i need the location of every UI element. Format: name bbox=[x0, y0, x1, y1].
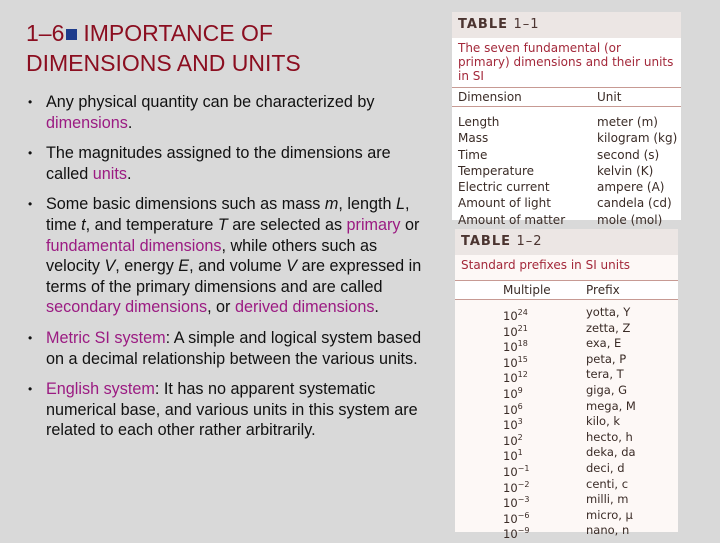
table-row bbox=[455, 383, 678, 399]
column-header-prefix: Prefix bbox=[586, 283, 620, 297]
table-row bbox=[455, 321, 678, 337]
highlighted-term: fundamental dimensions bbox=[46, 236, 222, 255]
multiple-exponent: 24 bbox=[517, 308, 528, 317]
square-bullet-icon bbox=[66, 29, 77, 40]
table-row bbox=[452, 130, 681, 146]
multiple-base: 10 bbox=[503, 355, 518, 370]
multiple-base: 10 bbox=[503, 417, 518, 432]
table-row bbox=[455, 305, 678, 321]
table-1-label: TABLE bbox=[458, 17, 508, 32]
prefix-cell: nano, n bbox=[586, 523, 630, 538]
bullet-text: . bbox=[127, 164, 132, 183]
multiple-exponent: 12 bbox=[517, 370, 528, 380]
dimension-cell: Length bbox=[458, 115, 500, 129]
table-2-header bbox=[455, 229, 678, 255]
prefix-cell: zetta, Z bbox=[586, 320, 631, 335]
unit-cell: candela (cd) bbox=[597, 196, 672, 211]
table-1-column-headers bbox=[452, 87, 681, 107]
bullet-text: , and volume bbox=[189, 257, 287, 276]
multiple-base: 10 bbox=[503, 371, 518, 386]
multiple-exponent: −9 bbox=[517, 526, 530, 536]
bullet-text: L bbox=[396, 195, 406, 214]
multiple-exponent: 21 bbox=[517, 323, 528, 333]
prefix-cell: micro, μ bbox=[586, 507, 633, 522]
prefix-cell: yotta, Y bbox=[586, 305, 631, 319]
bullet-text: , energy bbox=[115, 257, 179, 276]
bullet-item bbox=[26, 143, 426, 184]
table-2-caption: Standard prefixes in SI units bbox=[461, 258, 631, 272]
multiple-base: 10 bbox=[503, 308, 518, 323]
multiple-base: 10 bbox=[503, 433, 518, 448]
prefix-cell: exa, E bbox=[586, 336, 622, 351]
bullet-item bbox=[26, 328, 426, 369]
highlighted-term: English system bbox=[46, 380, 155, 399]
unit-cell: kilogram (kg) bbox=[597, 131, 678, 146]
table-2-column-headers bbox=[455, 280, 678, 300]
multiple-exponent: −1 bbox=[517, 463, 530, 473]
unit-cell: ampere (A) bbox=[597, 180, 665, 195]
multiple-exponent: 15 bbox=[517, 354, 528, 364]
highlighted-term: derived dimensions bbox=[234, 298, 375, 317]
multiple-base: 10 bbox=[503, 340, 518, 355]
bullet-text: are expressed in terms of the primary dimensions and are called bbox=[46, 257, 422, 296]
bullet-dot-icon: • bbox=[28, 95, 33, 109]
bullet-text: , time bbox=[46, 195, 410, 234]
bullet-text: : It has no apparent systematic numerical base, and various units in this system are related to each other rather arbitrarily. bbox=[46, 380, 418, 440]
table-si-prefixes bbox=[455, 229, 678, 542]
bullet-dot-icon: • bbox=[28, 382, 33, 397]
multiple-exponent: 3 bbox=[517, 417, 523, 427]
unit-cell: mole (mol) bbox=[597, 212, 663, 227]
table-row bbox=[455, 445, 678, 464]
dimension-cell: Mass bbox=[458, 131, 489, 146]
bullet-item bbox=[26, 92, 426, 133]
table-row bbox=[455, 508, 678, 524]
prefix-cell: tera, T bbox=[586, 367, 624, 382]
bullet-text: T bbox=[217, 215, 228, 234]
prefix-cell: peta, P bbox=[586, 351, 627, 366]
slide-title bbox=[26, 18, 426, 78]
dimension-cell: Temperature bbox=[458, 163, 535, 178]
bullet-text: . bbox=[374, 298, 379, 317]
multiple-base: 10 bbox=[503, 324, 518, 339]
bullet-text: , length bbox=[338, 195, 396, 214]
section-number: 1–6 bbox=[26, 20, 65, 46]
bullet-list bbox=[26, 92, 426, 451]
bullet-item bbox=[26, 194, 426, 318]
unit-cell: kelvin (K) bbox=[597, 163, 654, 178]
bullet-dot-icon: • bbox=[28, 197, 33, 212]
table-row bbox=[455, 367, 678, 386]
table-row bbox=[452, 114, 681, 130]
multiple-exponent: 1 bbox=[517, 448, 523, 458]
prefix-cell: deka, da bbox=[586, 445, 636, 460]
multiple-base: 10 bbox=[503, 386, 518, 401]
bullet-text: are selected as bbox=[227, 215, 347, 234]
bullet-text: , and temperature bbox=[85, 215, 218, 234]
table-row bbox=[455, 399, 678, 415]
table-row bbox=[452, 195, 681, 211]
table-row bbox=[455, 523, 678, 542]
bullet-text: V bbox=[286, 257, 298, 276]
bullet-text: , or bbox=[207, 298, 235, 317]
table-row bbox=[455, 414, 678, 430]
prefix-cell: deci, d bbox=[586, 460, 625, 475]
table-1-body bbox=[452, 107, 681, 228]
table-fundamental-dimensions bbox=[452, 12, 681, 227]
table-2-number: 1–2 bbox=[516, 234, 543, 249]
multiple-exponent: 2 bbox=[517, 432, 523, 442]
multiple-exponent: 6 bbox=[517, 401, 523, 411]
multiple-base: 10 bbox=[503, 511, 518, 526]
bullet-text: m bbox=[324, 195, 339, 214]
prefix-cell: mega, M bbox=[586, 398, 636, 413]
prefix-cell: centi, c bbox=[586, 476, 629, 491]
prefix-cell: milli, m bbox=[586, 492, 629, 507]
table-row bbox=[455, 430, 678, 446]
multiple-exponent: −6 bbox=[517, 510, 530, 520]
title-line-2: DIMENSIONS AND UNITS bbox=[26, 50, 301, 76]
bullet-text: or bbox=[400, 215, 420, 234]
table-1-caption: The seven fundamental (or primary) dimensions and their units in SI bbox=[458, 41, 674, 83]
bullet-dot-icon: • bbox=[28, 146, 33, 161]
bullet-text: The magnitudes assigned to the dimensions are called bbox=[46, 144, 391, 183]
table-2-body bbox=[455, 300, 678, 542]
title-line-1: IMPORTANCE OF bbox=[83, 20, 273, 46]
bullet-text: Any physical quantity can be characterized by bbox=[46, 93, 375, 111]
highlighted-term: secondary dimensions bbox=[46, 298, 208, 317]
column-header-dimension: Dimension bbox=[458, 90, 522, 104]
multiple-base: 10 bbox=[503, 449, 518, 464]
bullet-text: : A simple and logical system based on a decimal relationship between the various units. bbox=[46, 328, 422, 368]
highlighted-term: primary bbox=[346, 215, 401, 234]
highlighted-term: dimensions bbox=[46, 113, 128, 132]
bullet-text: Some basic dimensions such as mass bbox=[46, 195, 325, 214]
bullet-text: V bbox=[104, 257, 116, 276]
bullet-text: . bbox=[127, 113, 133, 132]
multiple-base: 10 bbox=[503, 480, 518, 495]
column-header-multiple: Multiple bbox=[503, 283, 551, 297]
table-1-number: 1–1 bbox=[513, 17, 540, 32]
dimension-cell: Amount of light bbox=[458, 196, 551, 211]
table-1-header bbox=[452, 12, 681, 38]
multiple-exponent: 9 bbox=[517, 385, 523, 395]
table-row bbox=[452, 179, 681, 195]
table-2-label: TABLE bbox=[461, 234, 511, 249]
highlighted-term: Metric SI system bbox=[46, 328, 166, 347]
multiple-exponent: 18 bbox=[517, 339, 528, 349]
column-header-unit: Unit bbox=[597, 90, 622, 104]
bullet-text: E bbox=[178, 257, 190, 276]
table-row bbox=[455, 352, 678, 368]
multiple-exponent: −2 bbox=[517, 479, 530, 489]
dimension-cell: Electric current bbox=[458, 180, 550, 195]
unit-cell: second (s) bbox=[597, 147, 660, 162]
multiple-base: 10 bbox=[503, 464, 518, 479]
table-row bbox=[452, 147, 681, 163]
multiple-base: 10 bbox=[503, 495, 518, 510]
highlighted-term: units bbox=[92, 164, 127, 183]
prefix-cell: kilo, k bbox=[586, 414, 621, 429]
prefix-cell: hecto, h bbox=[586, 429, 633, 444]
table-row bbox=[455, 336, 678, 355]
bullet-dot-icon: • bbox=[28, 330, 33, 345]
prefix-cell: giga, G bbox=[586, 382, 628, 397]
bullet-text: t bbox=[81, 215, 86, 234]
multiple-base: 10 bbox=[503, 527, 518, 542]
table-row bbox=[452, 163, 681, 179]
bullet-item bbox=[26, 379, 426, 441]
table-row bbox=[452, 212, 681, 228]
dimension-cell: Time bbox=[458, 147, 488, 162]
table-row bbox=[455, 477, 678, 493]
bullet-text: , while others such as velocity bbox=[46, 236, 378, 276]
table-row bbox=[455, 461, 678, 477]
multiple-exponent: −3 bbox=[517, 495, 530, 505]
dimension-cell: Amount of matter bbox=[458, 212, 566, 227]
table-row bbox=[455, 492, 678, 508]
unit-cell: meter (m) bbox=[597, 115, 658, 129]
multiple-base: 10 bbox=[503, 402, 518, 417]
